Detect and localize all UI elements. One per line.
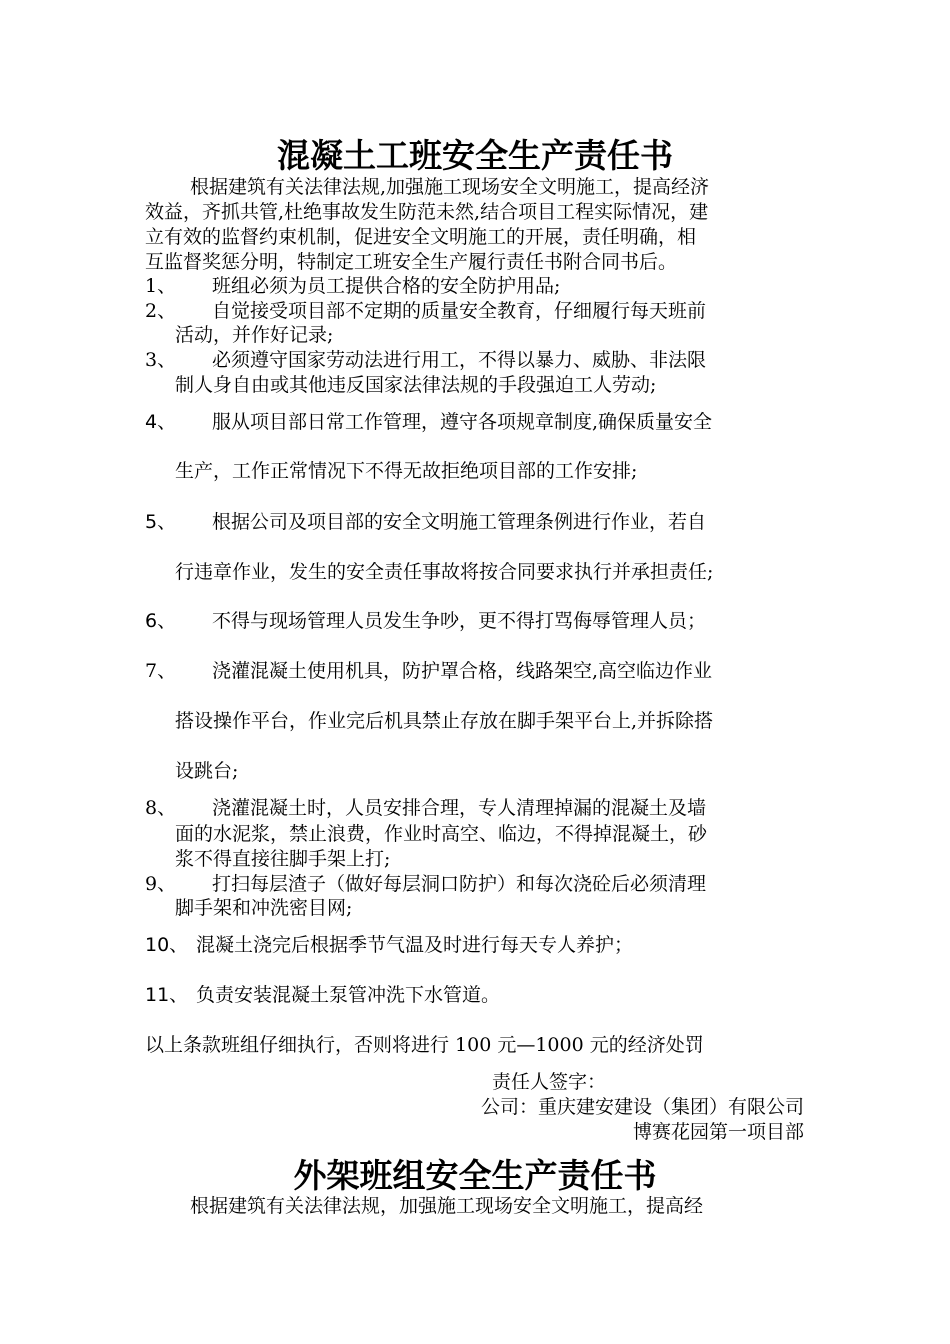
intro-line: 互监督奖惩分明，特制定工班安全生产履行责任书附合同书后。 bbox=[145, 251, 678, 273]
second-document-title: 外架班组安全生产责任书 bbox=[293, 1156, 657, 1195]
item-number: 8、 bbox=[145, 797, 177, 819]
item-text: 浇灌混凝土使用机具，防护罩合格，线路架空,高空临边作业 bbox=[212, 660, 713, 682]
item-text-cont: 面的水泥浆，禁止浪费，作业时高空、临边，不得掉混凝土，砂 bbox=[175, 823, 708, 845]
item-number: 7、 bbox=[145, 660, 177, 682]
item-text: 浇灌混凝土时，人员安排合理，专人清理掉漏的混凝土及墙 bbox=[212, 797, 707, 819]
item-number: 9、 bbox=[145, 873, 177, 895]
item-text: 班组必须为员工提供合格的安全防护用品; bbox=[212, 275, 561, 297]
intro-line: 立有效的监督约束机制，促进安全文明施工的开展，责任明确，相 bbox=[145, 226, 697, 248]
item-number: 2、 bbox=[145, 300, 177, 322]
second-intro-line: 根据建筑有关法律法规，加强施工现场安全文明施工，提高经 bbox=[190, 1195, 704, 1217]
intro-line: 效益，齐抓共管,杜绝事故发生防范未然,结合项目工程实际情况，建 bbox=[145, 201, 709, 223]
item-text: 根据公司及项目部的安全文明施工管理条例进行作业，若自 bbox=[212, 511, 707, 533]
intro-line: 根据建筑有关法律法规,加强施工现场安全文明施工，提高经济 bbox=[190, 176, 710, 198]
department-name: 博赛花园第一项目部 bbox=[632, 1121, 804, 1143]
item-text-cont: 设跳台; bbox=[175, 760, 239, 782]
item-text-cont: 脚手架和冲洗密目网; bbox=[175, 897, 353, 919]
item-number: 5、 bbox=[145, 511, 177, 533]
item-number: 6、 bbox=[145, 610, 177, 632]
item-text-cont: 搭设操作平台，作业完后机具禁止存放在脚手架平台上,并拆除搭 bbox=[175, 710, 714, 732]
item-text-cont: 制人身自由或其他违反国家法律法规的手段强迫工人劳动; bbox=[175, 374, 657, 396]
signature-label: 责任人签字： bbox=[492, 1071, 607, 1093]
item-number: 11、 bbox=[145, 984, 189, 1006]
item-text-cont: 活动，并作好记录; bbox=[175, 324, 334, 346]
closing-statement: 以上条款班组仔细执行，否则将进行 100 元—1000 元的经济处罚 bbox=[145, 1034, 704, 1056]
item-text: 不得与现场管理人员发生争吵，更不得打骂侮辱管理人员； bbox=[212, 610, 707, 632]
item-text: 服从项目部日常工作管理，遵守各项规章制度,确保质量安全 bbox=[212, 411, 713, 433]
item-text: 必须遵守国家劳动法进行用工，不得以暴力、威胁、非法限 bbox=[212, 349, 707, 371]
item-number: 3、 bbox=[145, 349, 177, 371]
item-number: 4、 bbox=[145, 411, 177, 433]
item-text: 负责安装混凝土泵管冲洗下水管道。 bbox=[196, 984, 501, 1006]
company-name: 公司：重庆建安建设（集团）有限公司 bbox=[480, 1096, 804, 1118]
item-text: 自觉接受项目部不定期的质量安全教育，仔细履行每天班前 bbox=[212, 300, 707, 322]
item-text-cont: 浆不得直接往脚手架上打; bbox=[175, 848, 391, 870]
item-text-cont: 行违章作业，发生的安全责任事故将按合同要求执行并承担责任; bbox=[175, 561, 714, 583]
item-number: 10、 bbox=[145, 934, 189, 956]
item-text: 打扫每层渣子（做好每层洞口防护）和每次浇砼后必须清理 bbox=[212, 873, 707, 895]
item-text-cont: 生产，工作正常情况下不得无故拒绝项目部的工作安排; bbox=[175, 460, 638, 482]
item-number: 1、 bbox=[145, 275, 177, 297]
document-title: 混凝土工班安全生产责任书 bbox=[277, 136, 673, 175]
item-text: 混凝土浇完后根据季节气温及时进行每天专人养护； bbox=[196, 934, 634, 956]
